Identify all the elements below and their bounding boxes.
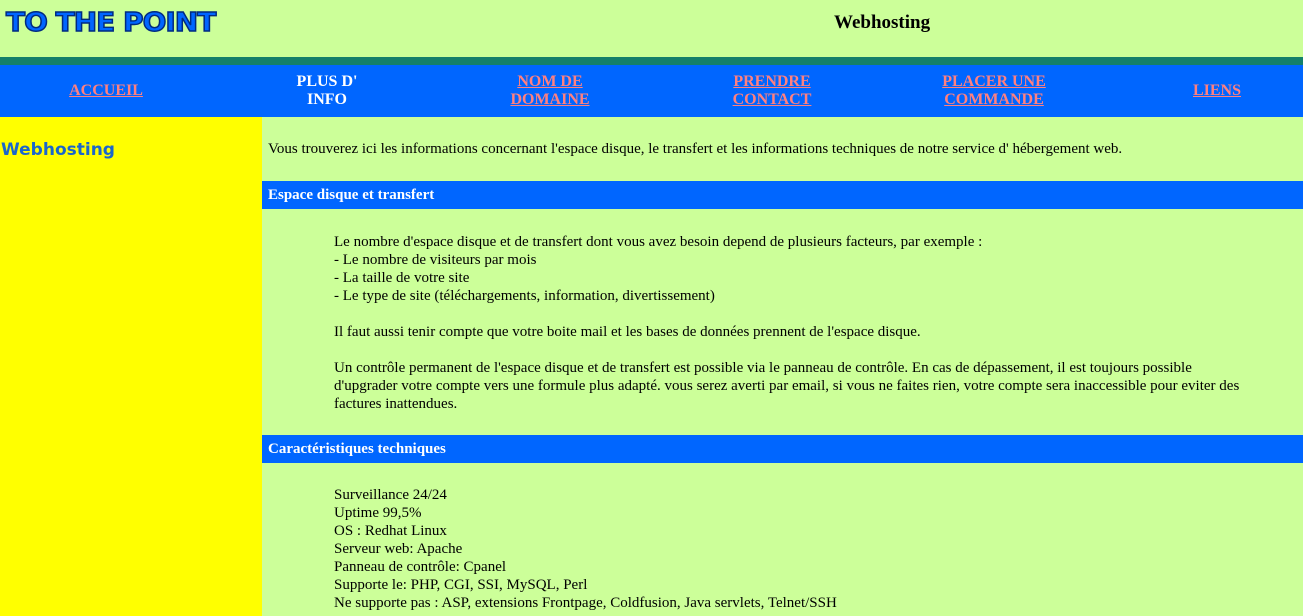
main-navigation bbox=[0, 65, 1303, 117]
spec-item: Uptime 99,5% bbox=[334, 505, 422, 521]
spec-item: Supporte le: PHP, CGI, SSI, MySQL, Perl bbox=[334, 577, 588, 593]
site-logo[interactable]: TO THE POINT bbox=[6, 6, 216, 38]
espace-disque-content bbox=[334, 233, 1303, 413]
nav-item-nom-de-domaine[interactable] bbox=[460, 65, 640, 117]
list-item: - Le nombre de visiteurs par mois bbox=[334, 252, 537, 268]
nav-item-prendre-contact[interactable] bbox=[682, 65, 862, 117]
list-item: - Le type de site (téléchargements, information, divertissement) bbox=[334, 288, 715, 304]
paragraph-line: Il faut aussi tenir compte que votre boite mail et les bases de données prennent de l'espace disque. bbox=[334, 324, 921, 340]
nav-item-liens[interactable] bbox=[1127, 65, 1303, 117]
caracteristiques-content bbox=[334, 486, 1303, 612]
paragraph-line: Un contrôle permanent de l'espace disque et de transfert est possible via le panneau de contrôle. En cas de dépassement, il est toujours possible bbox=[334, 360, 1192, 376]
nav-link-prendre-contact[interactable]: PRENDRE CONTACT bbox=[732, 73, 812, 108]
page-title: Webhosting bbox=[834, 12, 931, 33]
nav-item-accueil[interactable] bbox=[16, 65, 196, 117]
section-header-espace-disque: Espace disque et transfert bbox=[262, 181, 1303, 209]
spec-item: Ne supporte pas : ASP, extensions Frontpage, Coldfusion, Java servlets, Telnet/SSH bbox=[334, 595, 837, 611]
spec-item: Surveillance 24/24 bbox=[334, 487, 447, 503]
header-divider bbox=[0, 57, 1303, 65]
sidebar-title: Webhosting bbox=[1, 140, 115, 160]
paragraph-line: d'upgrader votre compte vers une formule plus adapté. vous serez averti par email, si vous ne faites rien, votre compte sera inaccessible pour eviter des bbox=[334, 378, 1240, 394]
list-item: - La taille de votre site bbox=[334, 270, 470, 286]
spec-item: Serveur web: Apache bbox=[334, 541, 463, 557]
nav-link-placer-une-commande[interactable]: PLACER UNE COMMANDE bbox=[942, 73, 1046, 108]
spec-item: OS : Redhat Linux bbox=[334, 523, 447, 539]
nav-label-line1: PLUS D' bbox=[296, 73, 358, 90]
nav-link-liens[interactable]: LIENS bbox=[1192, 82, 1242, 99]
header bbox=[0, 0, 1303, 57]
sidebar bbox=[0, 117, 262, 616]
paragraph-line: factures inattendues. bbox=[334, 396, 458, 412]
intro-text: Vous trouverez ici les informations concernant l'espace disque, le transfert et les informations techniques de notre service d' hébergement web. bbox=[268, 141, 1123, 157]
nav-item-placer-une-commande[interactable] bbox=[904, 65, 1084, 117]
nav-link-nom-de-domaine[interactable]: NOM DE DOMAINE bbox=[510, 73, 590, 108]
nav-item-plus-info bbox=[237, 65, 417, 117]
paragraph-line: Le nombre d'espace disque et de transfert dont vous avez besoin depend de plusieurs facteurs, par exemple : bbox=[334, 234, 983, 250]
nav-label-line2: INFO bbox=[307, 91, 347, 108]
main-content bbox=[262, 117, 1303, 616]
nav-link-accueil[interactable]: ACCUEIL bbox=[69, 82, 143, 99]
spec-item: Panneau de contrôle: Cpanel bbox=[334, 559, 507, 575]
section-header-caracteristiques: Caractéristiques techniques bbox=[262, 435, 1303, 463]
